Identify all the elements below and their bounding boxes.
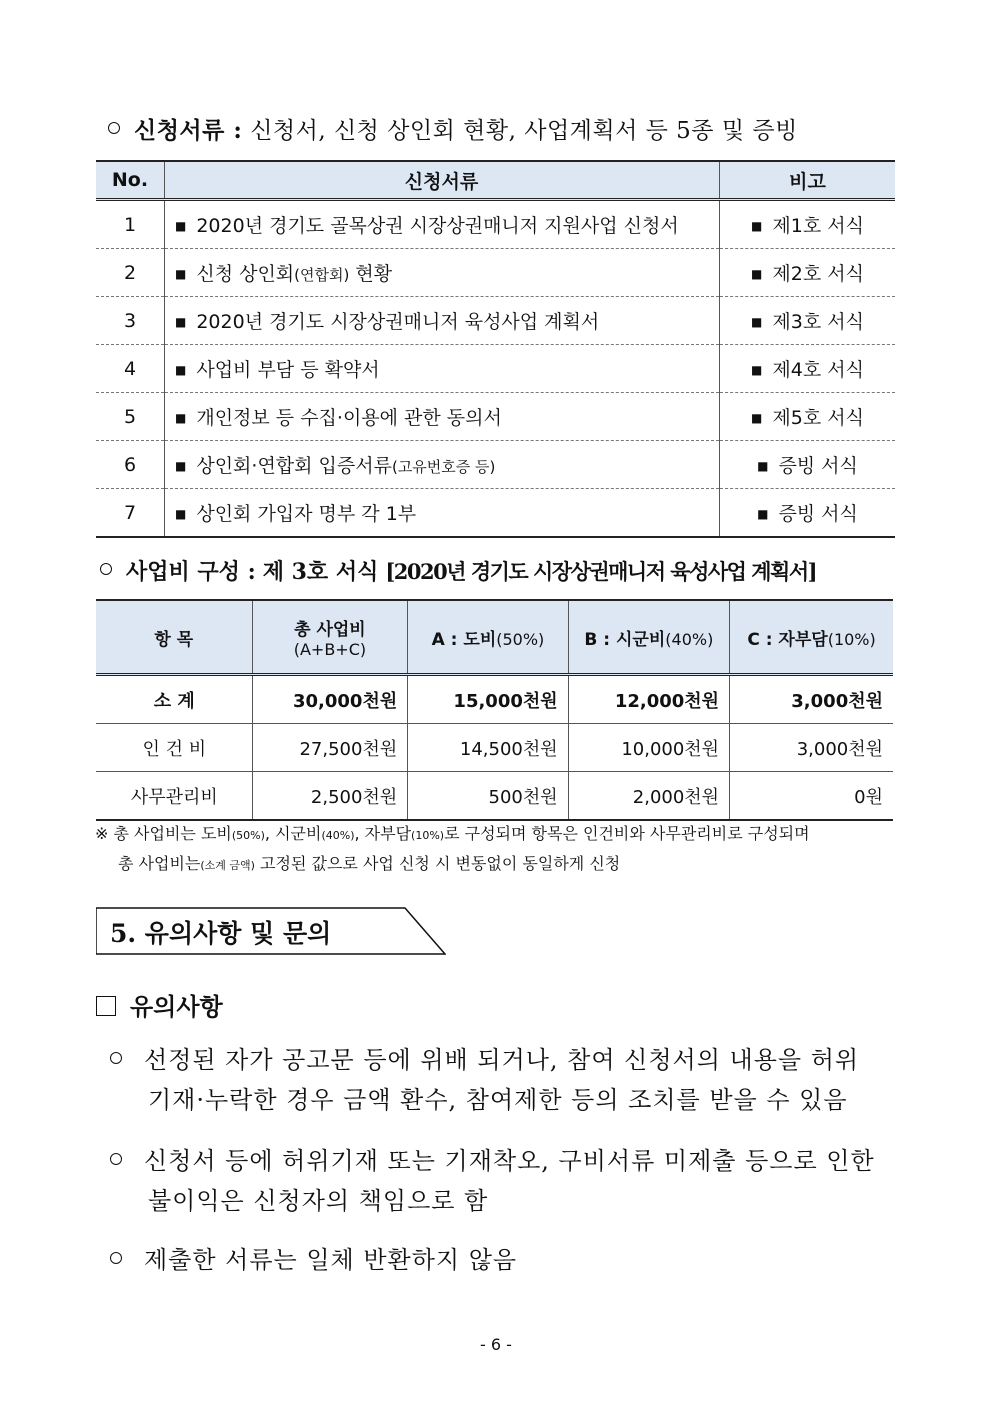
- notice-text: 제출한 서류는 일체 반환하지 않음: [144, 1246, 518, 1274]
- document-note: [720, 345, 896, 393]
- document-note: [720, 200, 896, 249]
- document-note-text: 제1호 서식: [772, 215, 864, 237]
- row-number: 5: [96, 393, 165, 441]
- square-bullet-icon: ■: [175, 459, 187, 473]
- budget-b: 12,000천원: [568, 675, 729, 724]
- budget-a: 500천원: [408, 772, 568, 821]
- section-title: 5. 유의사항 및 문의: [110, 919, 332, 948]
- table-row: [96, 489, 895, 538]
- budget-table: [96, 599, 893, 821]
- table-row: [96, 297, 895, 345]
- notice-text: 불이익은 신청자의 책임으로 함: [148, 1187, 489, 1215]
- bullet-circle-icon: [100, 563, 112, 575]
- square-bullet-icon: [96, 996, 116, 1016]
- footnote-text: 총 사업비는: [118, 854, 201, 873]
- col-header-b-label: B : 시군비: [584, 629, 666, 650]
- document-name: [165, 200, 720, 249]
- document-note: [720, 393, 896, 441]
- col-header-c: [730, 600, 893, 675]
- col-header-b-sub: (40%): [665, 629, 714, 649]
- square-bullet-icon: ■: [175, 411, 187, 425]
- row-number: 3: [96, 297, 165, 345]
- square-bullet-icon: ■: [175, 267, 187, 281]
- table-row: [96, 249, 895, 297]
- col-header-item: 항 목: [96, 600, 252, 675]
- bullet-circle-icon: [110, 1252, 122, 1264]
- heading-text: 신청서, 신청 상인회 현황, 사업계획서 등 5종 및 증빙: [250, 118, 798, 144]
- notice-item: [110, 1240, 517, 1280]
- square-bullet-icon: ■: [751, 411, 763, 425]
- table-row: [96, 724, 893, 772]
- col-header-b: [568, 600, 729, 675]
- square-bullet-icon: ■: [175, 219, 187, 233]
- document-note-text: 제4호 서식: [772, 359, 864, 381]
- budget-item-label: 인 건 비: [96, 724, 252, 772]
- col-header-note: 비고: [720, 161, 896, 200]
- footnote-line-1: [95, 820, 810, 850]
- square-bullet-icon: ■: [751, 363, 763, 377]
- col-header-a: [408, 600, 568, 675]
- document-name-text: 개인정보 등 수집·이용에 관한 동의서: [196, 407, 502, 429]
- page-number: - 6 -: [480, 1335, 512, 1354]
- row-number: 4: [96, 345, 165, 393]
- row-number: 6: [96, 441, 165, 489]
- col-header-document: 신청서류: [165, 161, 720, 200]
- application-documents-table: [96, 160, 895, 538]
- row-number: 1: [96, 200, 165, 249]
- square-bullet-icon: ■: [757, 459, 769, 473]
- col-header-a-label: A : 도비: [431, 629, 497, 650]
- footnote-text: , 자부담: [354, 824, 412, 843]
- document-name-small: (연합회): [294, 266, 350, 284]
- footnote-small: (10%): [411, 829, 445, 842]
- document-note: [720, 441, 896, 489]
- budget-footnote: [95, 820, 810, 880]
- notice-text: 선정된 자가 공고문 등에 위배 되거나, 참여 신청서의 내용을 허위: [144, 1046, 860, 1074]
- budget-composition-heading: [100, 555, 816, 586]
- footnote-text: , 시군비: [264, 824, 322, 843]
- footnote-line-2: [95, 850, 810, 880]
- document-name-small: (고유번호증 등): [391, 458, 496, 476]
- square-bullet-icon: ■: [751, 315, 763, 329]
- square-bullet-icon: ■: [751, 219, 763, 233]
- document-name: [165, 345, 720, 393]
- row-number: 2: [96, 249, 165, 297]
- notice-text: 기재·누락한 경우 금액 환수, 참여제한 등의 조치를 받을 수 있음: [148, 1086, 848, 1114]
- budget-c: 3,000천원: [730, 675, 893, 724]
- table-header-row: [96, 161, 895, 200]
- footnote-text: 로 구성되며 항목은 인건비와 사무관리비로 구성되며: [444, 824, 810, 843]
- document-note: [720, 249, 896, 297]
- budget-item-label: 사무관리비: [96, 772, 252, 821]
- budget-total: 2,500천원: [252, 772, 408, 821]
- budget-b: 10,000천원: [568, 724, 729, 772]
- document-note-text: 제3호 서식: [772, 311, 864, 333]
- bullet-circle-icon: [110, 1052, 122, 1064]
- footnote-small: (40%): [321, 829, 355, 842]
- document-note-text: 증빙 서식: [778, 455, 858, 477]
- bullet-circle-icon: [110, 1153, 122, 1165]
- budget-c: 3,000천원: [730, 724, 893, 772]
- footnote-small: (50%): [231, 829, 265, 842]
- notice-item: [110, 1040, 859, 1120]
- footnote-text: 고정된 값으로 사업 신청 시 변동없이 동일하게 신청: [254, 854, 621, 873]
- table-row: [96, 772, 893, 821]
- square-bullet-icon: ■: [751, 267, 763, 281]
- budget-c: 0원: [730, 772, 893, 821]
- notices-subheading-text: 유의사항: [130, 992, 223, 1021]
- document-note: [720, 489, 896, 538]
- document-name: [165, 297, 720, 345]
- document-name-text: 사업비 부담 등 확약서: [196, 359, 380, 381]
- table-header-row: [96, 600, 893, 675]
- notice-text: 신청서 등에 허위기재 또는 기재착오, 구비서류 미제출 등으로 인한: [144, 1147, 875, 1175]
- document-name: [165, 489, 720, 538]
- square-bullet-icon: ■: [175, 363, 187, 377]
- footnote-small: (소계 금액): [200, 859, 255, 872]
- row-number: 7: [96, 489, 165, 538]
- col-header-c-label: C : 자부담: [747, 629, 828, 650]
- footnote-text: ※ 총 사업비는 도비: [95, 824, 232, 843]
- notice-item: [110, 1141, 875, 1221]
- heading-lead: 신청서류 :: [134, 117, 243, 144]
- budget-b: 2,000천원: [568, 772, 729, 821]
- notices-subheading: [96, 987, 223, 1022]
- document-name: [165, 441, 720, 489]
- table-row: [96, 675, 893, 724]
- col-header-no: No.: [96, 161, 165, 200]
- budget-total: 27,500천원: [252, 724, 408, 772]
- table-row: [96, 393, 895, 441]
- table-row: [96, 441, 895, 489]
- col-header-total: [252, 600, 408, 675]
- document-name-text: 상인회·연합회 입증서류: [196, 455, 392, 477]
- col-header-total-sub: (A+B+C): [293, 640, 367, 659]
- document-name-text: 2020년 경기도 시장상권매니저 육성사업 계획서: [196, 311, 600, 333]
- document-note-text: 제5호 서식: [772, 407, 864, 429]
- document-note-text: 제2호 서식: [772, 263, 864, 285]
- budget-total: 30,000천원: [252, 675, 408, 724]
- heading-form-ref: 제 3호 서식: [262, 559, 379, 585]
- col-header-c-sub: (10%): [827, 629, 876, 649]
- heading-bracket: [2020년 경기도 시장상권매니저 육성사업 계획서]: [385, 559, 817, 584]
- budget-a: 14,500천원: [408, 724, 568, 772]
- document-name: [165, 249, 720, 297]
- square-bullet-icon: ■: [757, 507, 769, 521]
- document-note: [720, 297, 896, 345]
- document-name-text: 2020년 경기도 골목상권 시장상권매니저 지원사업 신청서: [196, 215, 679, 237]
- bullet-circle-icon: [108, 122, 120, 134]
- document-note-text: 증빙 서식: [778, 503, 858, 525]
- application-documents-heading: [108, 112, 798, 145]
- col-header-a-sub: (50%): [496, 629, 545, 649]
- document-name-text: 상인회 가입자 명부 각 1부: [196, 503, 417, 525]
- col-header-total-label: 총 사업비: [294, 620, 366, 640]
- table-row: [96, 345, 895, 393]
- budget-item-label: 소 계: [96, 675, 252, 724]
- heading-lead: 사업비 구성 :: [126, 559, 256, 585]
- budget-a: 15,000천원: [408, 675, 568, 724]
- table-row: [96, 200, 895, 249]
- document-name-tail: 현황: [349, 263, 393, 285]
- document-name: [165, 393, 720, 441]
- square-bullet-icon: ■: [175, 315, 187, 329]
- document-name-text: 신청 상인회: [196, 263, 295, 285]
- square-bullet-icon: ■: [175, 507, 187, 521]
